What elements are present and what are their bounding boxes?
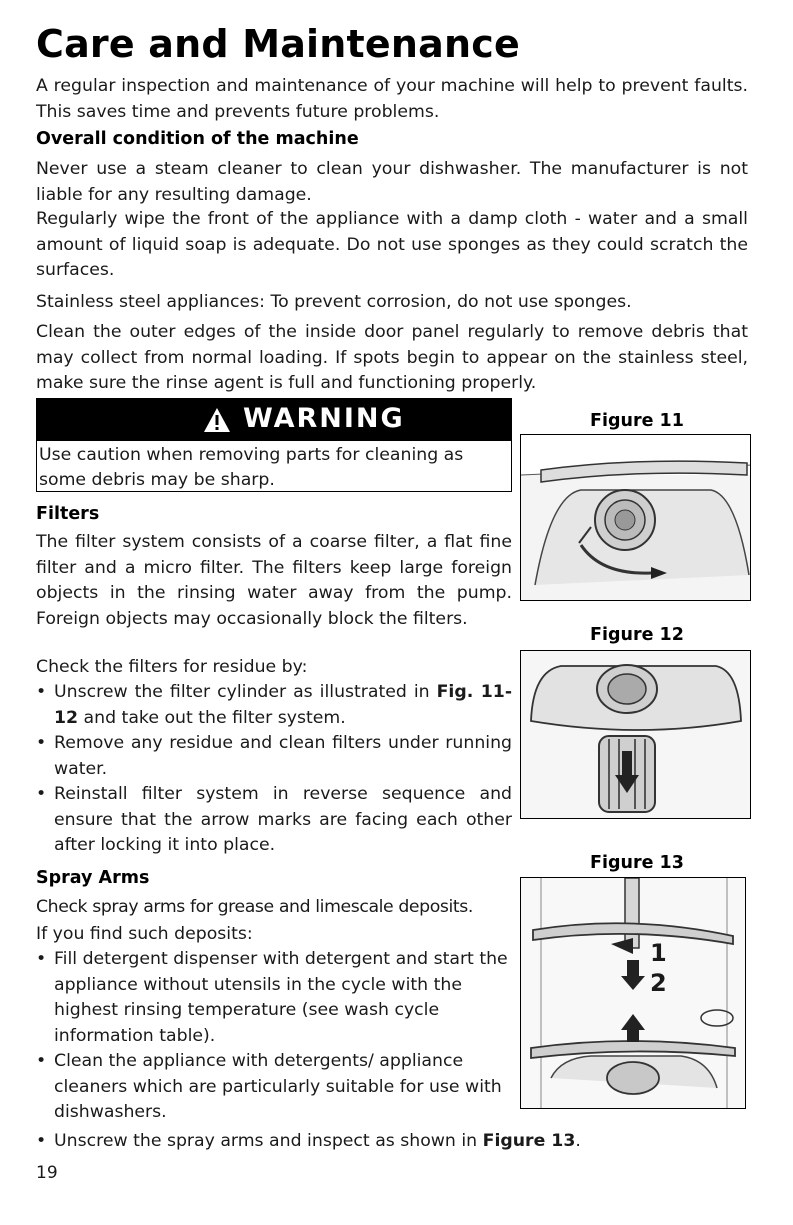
overall-paragraph-4: Clean the outer edges of the inside door panel regularly to remove debris that may collect from normal loading. If spots begin to appear on the stainless steel, make sure the rinse agent is full and functioning properly.	[36, 322, 748, 393]
filters-heading: Filters	[36, 504, 100, 524]
filters-bullet-list	[36, 680, 512, 859]
spray-bullet-3: • Unscrew the spray arms and inspect as shown in Figure 13.	[36, 1129, 748, 1154]
warning-text: Use caution when removing parts for cleaning as some debris may be sharp.	[39, 445, 464, 490]
figure-13-label-2: 2	[650, 969, 667, 997]
figure-13-reference: Figure 13	[482, 1131, 576, 1151]
filters-bullet-3: • Reinstall filter system in reverse sequence and ensure that the arrow marks are facing each other after locking it into place.	[36, 782, 512, 859]
figure-13-caption: Figure 13	[590, 853, 684, 873]
figure-11-image	[520, 434, 751, 601]
spray-bullet-list	[36, 947, 512, 1126]
spray-arms-heading: Spray Arms	[36, 868, 150, 888]
page-number: 19	[36, 1163, 58, 1183]
figure-11-caption: Figure 11	[590, 411, 684, 431]
overall-paragraph-2: Regularly wipe the front of the appliance with a damp cloth - water and a small amount of liquid soap is adequate. Do not use sponges as they could scratch the surfaces.	[36, 209, 748, 280]
filters-bullet-2: • Remove any residue and clean filters under running water.	[36, 731, 512, 782]
page-title: Care and Maintenance	[36, 22, 520, 66]
figure-13-image	[520, 877, 746, 1109]
spray-paragraph-2: If you find such deposits:	[36, 924, 253, 944]
spray-bullet-2: • Clean the appliance with detergents/ appliance cleaners which are particularly suitable for use with dishwashers.	[36, 1049, 512, 1126]
filters-paragraph-2: Check the filters for residue by:	[36, 657, 308, 677]
warning-triangle-icon	[202, 406, 232, 434]
overall-paragraph-1: Never use a steam cleaner to clean your dishwasher. The manufacturer is not liable for any resulting damage.	[36, 159, 748, 205]
figure-13-label-1: 1	[650, 939, 667, 967]
figure-12-caption: Figure 12	[590, 625, 684, 645]
overall-heading: Overall condition of the machine	[36, 129, 359, 149]
warning-label: WARNING	[243, 403, 405, 434]
warning-header	[37, 399, 511, 441]
figure-12-image	[520, 650, 751, 819]
filters-bullet-1: • Unscrew the filter cylinder as illustrated in Fig. 11-12 and take out the filter system.	[36, 680, 512, 731]
spray-paragraph-1: Check spray arms for grease and limescale deposits.	[36, 897, 473, 917]
spray-bullet-1: • Fill detergent dispenser with detergent and start the appliance without utensils in the cycle with the highest rinsing temperature (see wash cycle information table).	[36, 947, 512, 1049]
intro-paragraph: A regular inspection and maintenance of your machine will help to prevent faults. This saves time and prevents future problems.	[36, 76, 748, 122]
warning-box	[36, 398, 512, 492]
filters-paragraph-1: The filter system consists of a coarse filter, a flat fine filter and a micro filter. The filters keep large foreign objects in the rinsing water away from the pump. Foreign objects may occasionally block the filters.	[36, 532, 512, 629]
figure-reference: Fig. 11-12	[54, 682, 513, 728]
overall-paragraph-3: Stainless steel appliances: To prevent corrosion, do not use sponges.	[36, 292, 632, 312]
